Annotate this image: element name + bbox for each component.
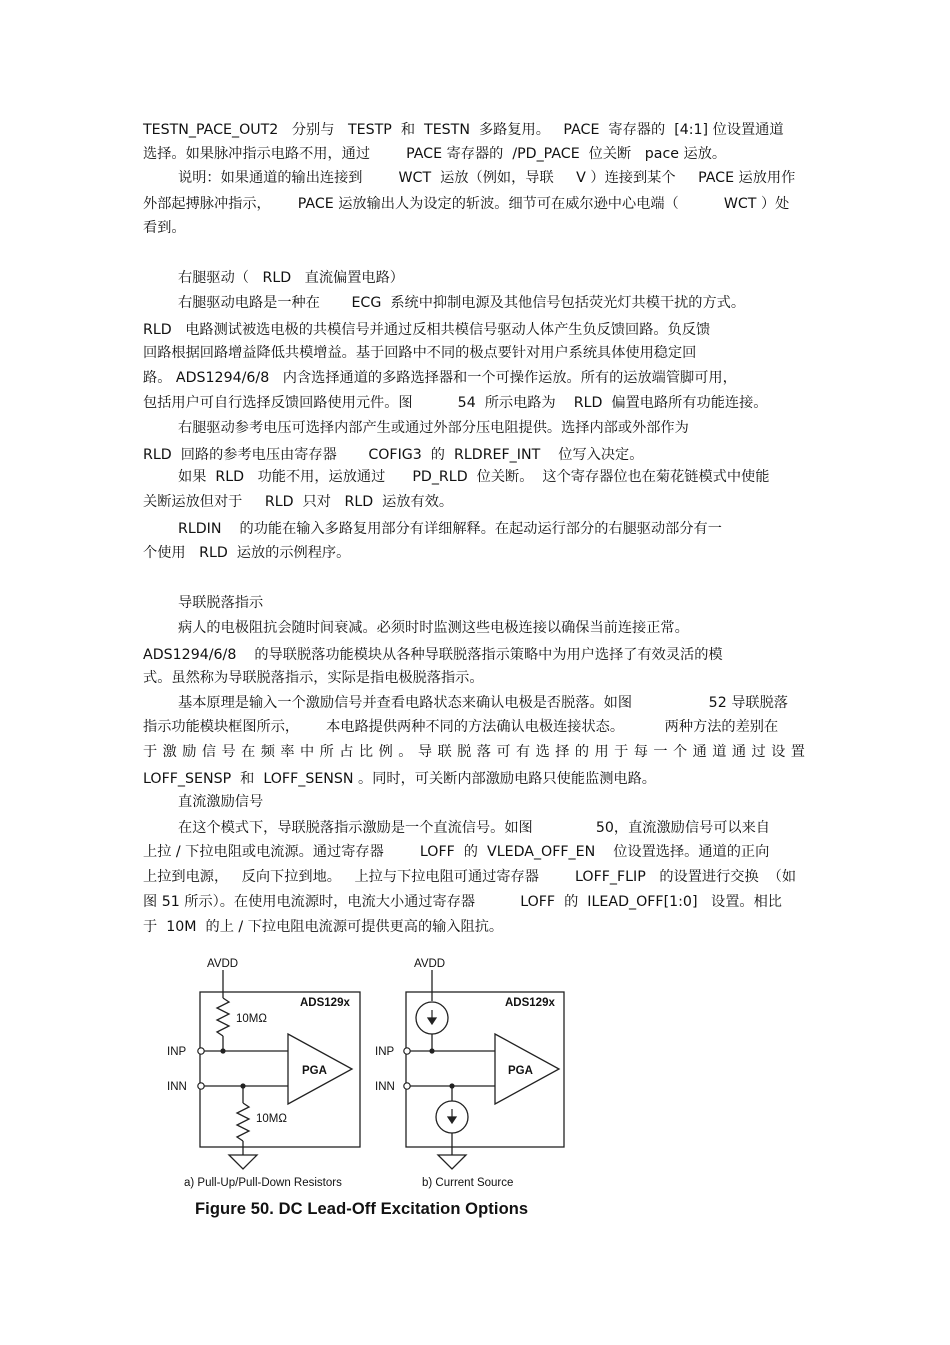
line-16: RLDIN 的功能在输入多路复用部分有详细解释。在起动运行部分的右腿驱动部分有一 bbox=[178, 521, 722, 537]
heading-rld: 右腿驱动（ RLD 直流偏置电路） bbox=[178, 270, 404, 286]
line-4: 外部起搏脉冲指示， PACE 运放输出人为设定的斩波。细节可在威尔逊中心电端（ WCT ）处 bbox=[143, 196, 790, 212]
line-23: 指示功能模块框图所示， 本电路提供两种不同的方法确认电极连接状态。 两种方法的差别在 bbox=[143, 719, 779, 735]
line-28: 上拉 / 下拉电阻或电流源。通过寄存器 LOFF 的 VLEDA_OFF_EN 位设置选择。通道的正向 bbox=[143, 844, 770, 860]
line-30: 图 51 所示）。在使用电流源时，电流大小通过寄存器 LOFF 的 ILEAD_OFF[1:0] 设置。相比 bbox=[143, 894, 782, 910]
heading-lead-off: 导联脱落指示 bbox=[178, 595, 264, 611]
line-13: RLD 回路的参考电压由寄存器 COFIG3 的 RLDREF_INT 位写入决定。 bbox=[143, 447, 644, 463]
right-inp-label: INP bbox=[375, 1046, 395, 1058]
line-14: 如果 RLD 功能不用，运放通过 PD_RLD 位关断。 这个寄存器位也在菊花链模式中使能 bbox=[178, 469, 770, 485]
line-31: 于 10M 的上 / 下拉电阻电流源可提供更高的输入阻抗。 bbox=[143, 919, 504, 935]
line-25: LOFF_SENSP 和 LOFF_SENSN 。同时，可关断内部激励电路只使能监测电路。 bbox=[143, 771, 656, 787]
right-sub-caption: b) Current Source bbox=[422, 1177, 514, 1189]
right-inn-label: INN bbox=[375, 1081, 395, 1093]
line-20: ADS1294/6/8 的导联脱落功能模块从各种导联脱落指示策略中为用户选择了有效灵活的模 bbox=[143, 647, 723, 663]
right-avdd-label: AVDD bbox=[414, 958, 446, 970]
line-15: 关断运放但对于 RLD 只对 RLD 运放有效。 bbox=[143, 494, 454, 510]
right-chip-box bbox=[406, 992, 564, 1147]
line-2: 选择。如果脉冲指示电路不用，通过 PACE 寄存器的 /PD_PACE 位关断 pace 运放。 bbox=[143, 146, 727, 162]
line-10: 路。 ADS1294/6/8 内含选择通道的多路选择器和一个可操作运放。所有的运放端管脚可用， bbox=[143, 370, 737, 386]
line-7: 右腿驱动电路是一种在 ECG 系统中抑制电源及其他信号包括荧光灯共模干扰的方式。 bbox=[178, 295, 746, 311]
left-avdd-label: AVDD bbox=[207, 958, 239, 970]
line-5: 看到。 bbox=[143, 220, 186, 236]
line-29: 上拉到电源， 反向下拉到地。 上拉与下拉电阻可通过寄存器 LOFF_FLIP 的设置进行交换 （如 bbox=[143, 869, 797, 885]
left-chip-label: ADS129x bbox=[300, 997, 350, 1009]
line-22: 基本原理是输入一个激励信号并查看电路状态来确认电极是否脱落。如图 52 导联脱落 bbox=[178, 695, 788, 711]
figure-50-diagram bbox=[150, 950, 590, 1195]
left-pga-label: PGA bbox=[302, 1065, 327, 1077]
line-3: 说明：如果通道的输出连接到 WCT 运放（例如，导联 V ）连接到某个 PACE 运放用作 bbox=[178, 170, 796, 186]
line-19: 病人的电极阻抗会随时间衰减。必须时时监测这些电极连接以确保当前连接正常。 bbox=[178, 620, 689, 636]
left-inn-label: INN bbox=[167, 1081, 187, 1093]
line-11: 包括用户可自行选择反馈回路使用元件。图 54 所示电路为 RLD 偏置电路所有功能连接。 bbox=[143, 395, 768, 411]
right-pga-label: PGA bbox=[508, 1065, 533, 1077]
line-24: 于 激 励 信 号 在 频 率 中 所 占 比 例 。 导 联 脱 落 可 有 选 择 的 用 于 每 一 个 通 道 通 过 设 置 bbox=[143, 744, 805, 760]
heading-dc-excitation: 直流激励信号 bbox=[178, 794, 264, 810]
line-12: 右腿驱动参考电压可选择内部产生或通过外部分压电阻提供。选择内部或外部作为 bbox=[178, 420, 689, 436]
left-resistor-bottom bbox=[237, 1103, 249, 1141]
left-resistor-bottom-label: 10MΩ bbox=[256, 1113, 287, 1125]
line-21: 式。虽然称为导联脱落指示，实际是指电极脱落指示。 bbox=[143, 670, 484, 686]
left-resistor-top-label: 10MΩ bbox=[236, 1013, 267, 1025]
left-inp-label: INP bbox=[167, 1046, 187, 1058]
left-ground-icon bbox=[229, 1155, 257, 1169]
figure-caption: Figure 50. DC Lead-Off Excitation Options bbox=[195, 1200, 529, 1218]
right-chip-label: ADS129x bbox=[505, 997, 555, 1009]
line-17: 个使用 RLD 运放的示例程序。 bbox=[143, 545, 351, 561]
left-sub-caption: a) Pull-Up/Pull-Down Resistors bbox=[184, 1177, 342, 1189]
right-ground-icon bbox=[438, 1155, 466, 1169]
left-resistor-top bbox=[217, 998, 229, 1036]
line-8: RLD 电路测试被选电极的共模信号并通过反相共模信号驱动人体产生负反馈回路。负反馈 bbox=[143, 322, 711, 338]
line-1: TESTN_PACE_OUT2 分别与 TESTP 和 TESTN 多路复用。 PACE 寄存器的 [4:1] 位设置通道 bbox=[143, 122, 784, 138]
line-27: 在这个模式下，导联脱落指示激励是一个直流信号。如图 50，直流激励信号可以来自 bbox=[178, 820, 770, 836]
line-9: 回路根据回路增益降低共模增益。基于回路中不同的极点要针对用户系统具体使用稳定回 bbox=[143, 345, 697, 361]
